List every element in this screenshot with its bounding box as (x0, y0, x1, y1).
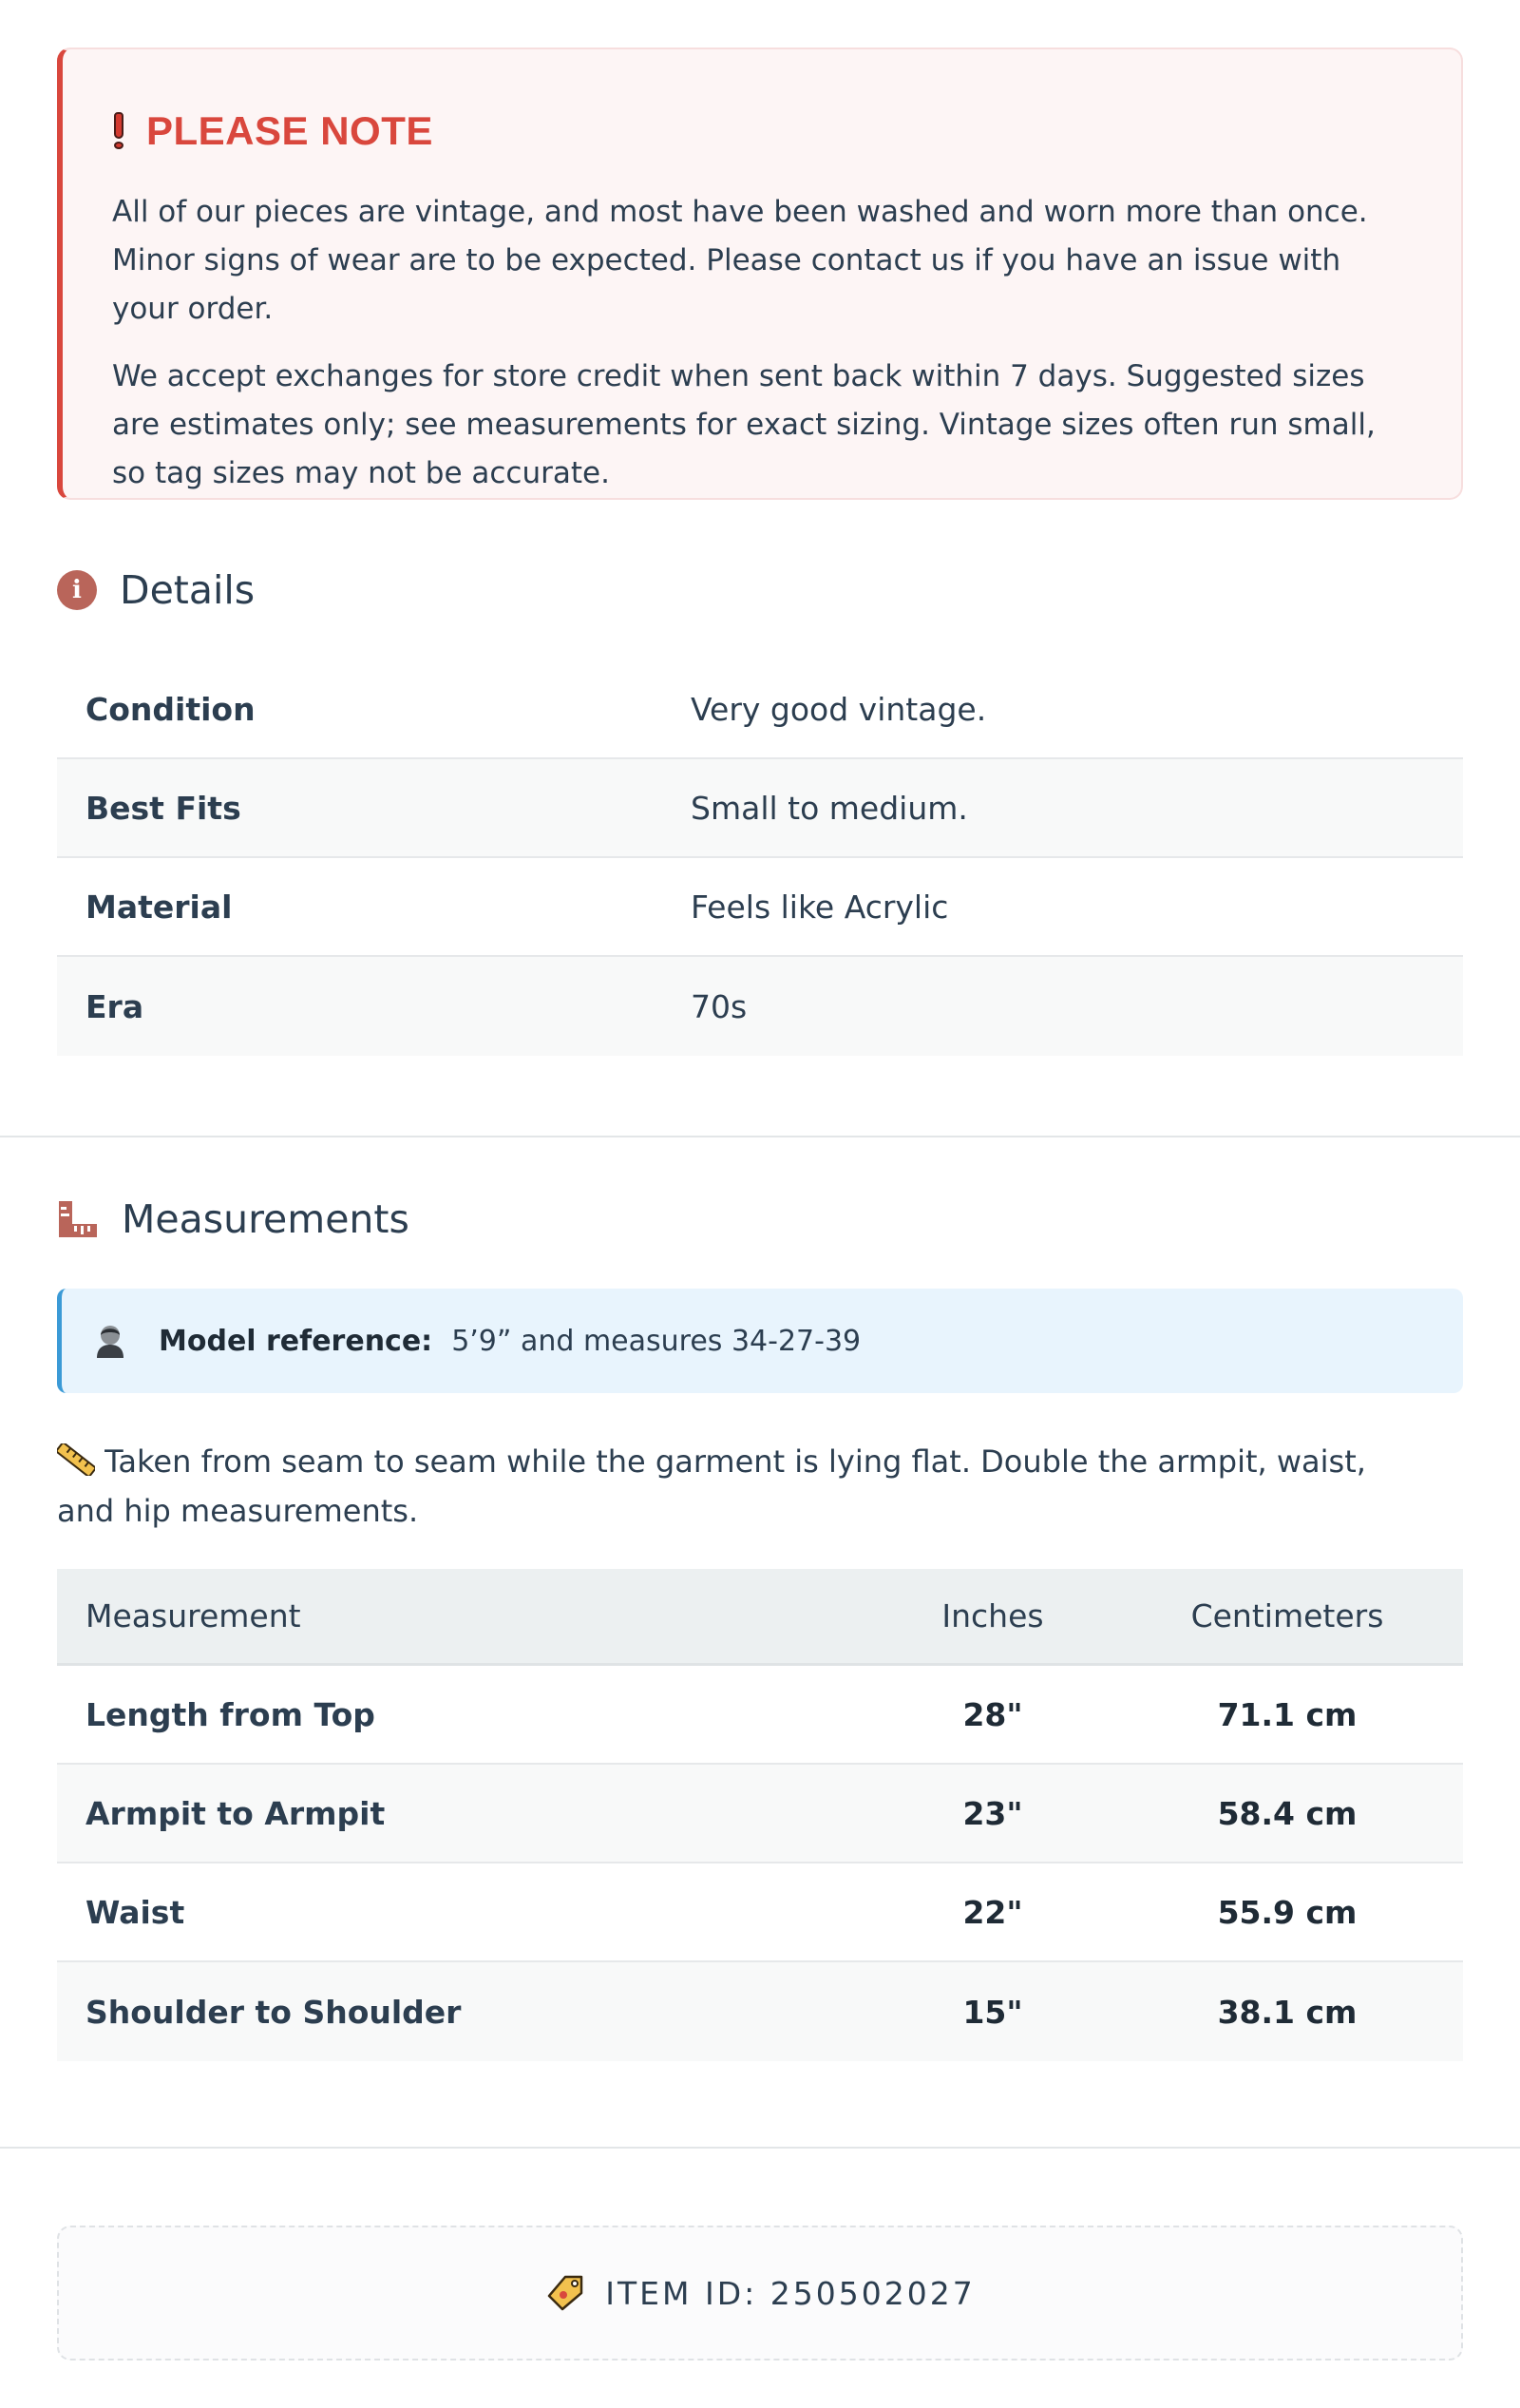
measurements-table (57, 1569, 1463, 2061)
ruler-icon (57, 1199, 99, 1239)
exclamation-icon (112, 112, 125, 150)
measurement-cm: 38.1 cm (1217, 1993, 1358, 2031)
details-label: Best Fits (86, 789, 241, 827)
model-reference-value: 5’9” and measures 34-27-39 (451, 1324, 862, 1358)
measurement-name: Shoulder to Shoulder (86, 1993, 462, 2031)
measurement-method-note (57, 1437, 1406, 1536)
details-label: Era (86, 987, 144, 1025)
measurement-name: Length from Top (86, 1695, 375, 1733)
table-row (57, 1666, 1463, 1765)
table-row (57, 1962, 1463, 2061)
column-header-centimeters: Centimeters (1190, 1597, 1384, 1634)
measurement-cm: 55.9 cm (1217, 1893, 1358, 1931)
details-value: Feels like Acrylic (691, 888, 949, 926)
column-header-measurement: Measurement (86, 1597, 301, 1634)
measurement-name: Waist (86, 1893, 185, 1931)
info-icon: i (57, 570, 97, 610)
details-value: Small to medium. (691, 789, 968, 827)
details-row (57, 858, 1463, 957)
measurements-title: Measurements (122, 1196, 409, 1242)
details-label: Material (86, 888, 233, 926)
details-table (57, 660, 1463, 1056)
notice-box (57, 48, 1463, 500)
measurement-cm: 71.1 cm (1217, 1695, 1358, 1733)
notice-paragraph-1: All of our pieces are vintage, and most have been washed and worn more than once. Minor signs of wear are to be expected. Please contact us if you have an issue with your order. (112, 195, 1368, 326)
details-label: Condition (86, 690, 256, 728)
measurement-name: Armpit to Armpit (86, 1794, 386, 1832)
details-title: Details (120, 567, 256, 613)
ruler-pencil-icon (57, 1441, 95, 1473)
notice-title: PLEASE NOTE (146, 108, 433, 153)
measurement-inches: 15" (962, 1993, 1023, 2031)
measurement-inches: 22" (962, 1893, 1023, 1931)
details-value: 70s (691, 987, 748, 1025)
details-row (57, 957, 1463, 1056)
measurement-cm: 58.4 cm (1217, 1794, 1358, 1832)
item-id-text: ITEM ID: 250502027 (605, 2274, 976, 2312)
section-divider (0, 2147, 1520, 2149)
measurement-inches: 23" (962, 1794, 1023, 1832)
table-row (57, 1765, 1463, 1863)
details-row (57, 759, 1463, 858)
tag-icon (544, 2274, 584, 2312)
details-heading (57, 567, 255, 613)
column-header-inches: Inches (941, 1597, 1044, 1634)
measurements-header-row (57, 1569, 1463, 1666)
measurements-heading (57, 1196, 409, 1242)
model-reference-box (57, 1289, 1463, 1393)
measurement-inches: 28" (962, 1695, 1023, 1733)
model-reference-label: Model reference: (159, 1324, 433, 1358)
notice-paragraph-2: We accept exchanges for store credit when sent back within 7 days. Suggested sizes are estimates only; see measurements for exact sizing. Vintage sizes often run small, so tag sizes may not be accurate. (112, 359, 1376, 490)
notice-header (112, 108, 1412, 154)
details-row (57, 660, 1463, 759)
measurement-method-text: Taken from seam to seam while the garment is lying flat. Double the armpit, waist, and hip measurements. (57, 1443, 1366, 1529)
person-icon (94, 1323, 126, 1359)
details-value: Very good vintage. (691, 690, 987, 728)
item-id-box (57, 2226, 1463, 2360)
table-row (57, 1863, 1463, 1962)
section-divider (0, 1136, 1520, 1137)
